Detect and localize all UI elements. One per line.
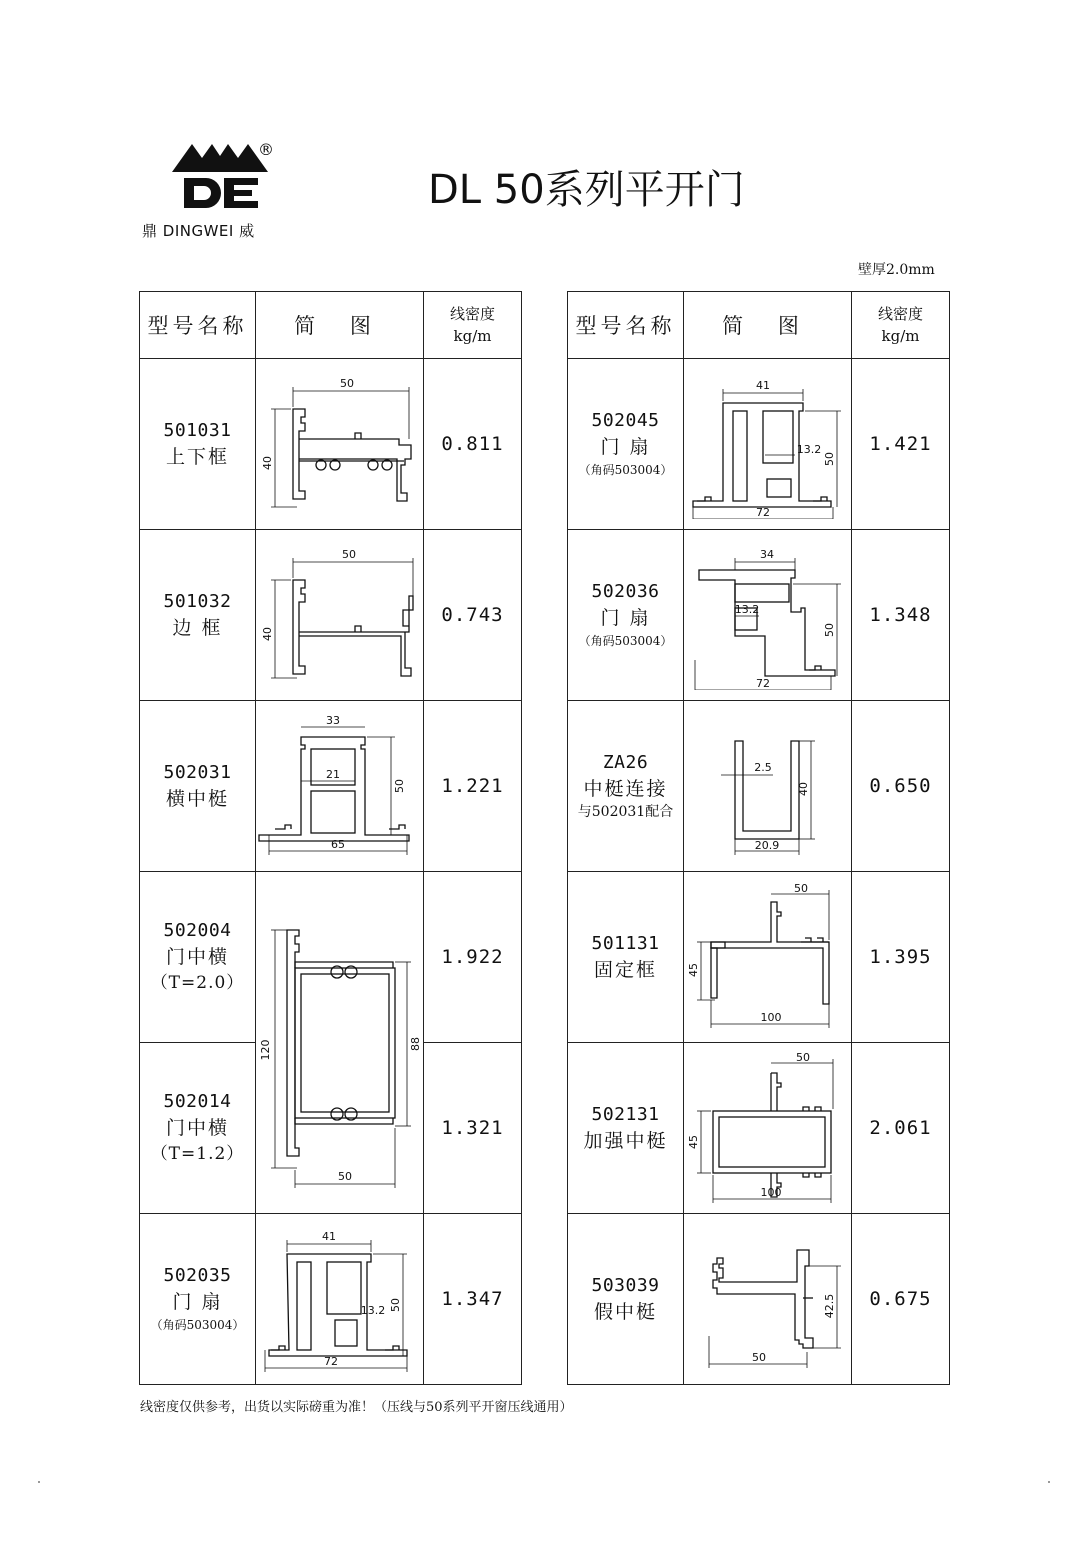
density-cell (852, 1214, 950, 1385)
profile-sketch-502131 (685, 1053, 851, 1203)
svg-text:50: 50 (822, 623, 836, 637)
svg-text:72: 72 (755, 506, 770, 519)
header-sketch: 简 图 (684, 292, 852, 359)
density-value: 2.061 (869, 1117, 932, 1139)
page-title: DL 50系列平开门 (428, 167, 745, 213)
model-code: 501031 (163, 420, 232, 441)
density-cell (424, 359, 522, 530)
density-cell (424, 530, 522, 701)
svg-text:45: 45 (686, 1135, 700, 1149)
svg-text:13.2: 13.2 (734, 603, 759, 616)
sketch-cell (684, 872, 852, 1043)
density-value: 1.421 (869, 433, 932, 455)
sketch-cell (684, 1043, 852, 1214)
svg-text:50: 50 (337, 1169, 352, 1183)
density-value: 1.321 (441, 1117, 504, 1139)
svg-text:2.5: 2.5 (753, 761, 772, 774)
svg-text:50: 50 (822, 452, 836, 466)
table-row (568, 530, 950, 701)
model-note: （角码503004） (578, 463, 673, 477)
model-name: 边 框 (172, 617, 223, 639)
model-name: 加强中梃 (583, 1130, 668, 1152)
svg-text:20.9: 20.9 (754, 839, 779, 852)
model-cell (140, 872, 256, 1043)
density-cell (852, 872, 950, 1043)
svg-text:72: 72 (323, 1355, 338, 1368)
density-value: 1.922 (441, 946, 504, 968)
density-cell (424, 701, 522, 872)
density-cell (852, 359, 950, 530)
model-code: 502035 (163, 1265, 232, 1286)
density-value: 1.395 (869, 946, 932, 968)
sketch-cell (256, 701, 424, 872)
dingwei-logo-icon (170, 136, 270, 214)
profile-sketch-502036 (685, 540, 851, 690)
svg-text:100: 100 (760, 1011, 781, 1024)
model-note: 与502031配合 (577, 804, 674, 820)
model-cell (140, 701, 256, 872)
model-code: 502036 (591, 581, 660, 602)
svg-text:120: 120 (258, 1039, 272, 1060)
header-model: 型号名称 (140, 292, 256, 359)
svg-text:40: 40 (796, 782, 810, 796)
svg-text:72: 72 (755, 677, 770, 690)
page-mark (38, 1481, 40, 1483)
density-cell (424, 1214, 522, 1385)
model-cell (140, 359, 256, 530)
density-value: 1.221 (441, 775, 504, 797)
table-row (140, 530, 522, 701)
table-row (568, 359, 950, 530)
model-cell (140, 1214, 256, 1385)
table-row (140, 359, 522, 530)
model-name: 门中横 (165, 946, 229, 968)
model-code: 503039 (591, 1275, 660, 1296)
table-row (568, 1043, 950, 1214)
header-sketch: 简 图 (256, 292, 424, 359)
page-mark (1048, 1481, 1050, 1483)
density-value: 1.348 (869, 604, 932, 626)
svg-text:40: 40 (260, 627, 274, 641)
profile-sketch-ZA26 (685, 711, 851, 861)
sketch-cell (256, 1214, 424, 1385)
density-cell (424, 1043, 522, 1214)
profile-sketch-502035 (257, 1224, 423, 1374)
model-cell (568, 359, 684, 530)
model-name: 门 扇 (600, 436, 651, 458)
svg-text:65: 65 (330, 838, 345, 851)
svg-text:50: 50 (388, 1298, 402, 1312)
table-row (140, 872, 522, 1043)
wall-thickness: 壁厚2.0mm (858, 262, 935, 278)
model-code: ZA26 (602, 752, 649, 773)
sketch-cell-shared (256, 872, 424, 1214)
table-row (568, 701, 950, 872)
profile-sketch-501032 (257, 540, 423, 690)
header-model: 型号名称 (568, 292, 684, 359)
density-value: 0.743 (441, 604, 504, 626)
svg-text:50: 50 (341, 548, 356, 561)
svg-text:13.2: 13.2 (796, 443, 821, 456)
model-code: 502131 (591, 1104, 660, 1125)
sketch-cell (684, 701, 852, 872)
model-cell (140, 530, 256, 701)
model-name: 上下框 (165, 446, 229, 468)
svg-text:50: 50 (795, 1053, 810, 1064)
density-cell (852, 530, 950, 701)
svg-text:33: 33 (325, 714, 340, 727)
right-spec-table (567, 291, 950, 1385)
sketch-cell (256, 530, 424, 701)
profile-sketch-502045 (685, 369, 851, 519)
model-note: （角码503004） (150, 1318, 245, 1332)
density-value: 0.811 (441, 433, 504, 455)
model-cell (568, 1214, 684, 1385)
header-density: 线密度 kg/m (852, 292, 950, 359)
density-value: 1.347 (441, 1288, 504, 1310)
footer-note: 线密度仅供参考，出货以实际磅重为准！（压线与50系列平开窗压线通用） (140, 1400, 573, 1415)
table-row (140, 701, 522, 872)
svg-text:42.5: 42.5 (822, 1293, 836, 1319)
profile-sketch-502031 (257, 711, 423, 861)
svg-text:41: 41 (755, 379, 770, 392)
svg-text:50: 50 (751, 1351, 766, 1364)
density-value: 0.650 (869, 775, 932, 797)
model-note: （T=1.2） (150, 1144, 245, 1164)
model-cell (568, 872, 684, 1043)
table-row (140, 1214, 522, 1385)
svg-text:50: 50 (392, 779, 406, 793)
table-row (568, 872, 950, 1043)
model-code: 501131 (591, 933, 660, 954)
model-name: 中梃连接 (583, 778, 668, 800)
model-note: （角码503004） (578, 634, 673, 648)
left-spec-table (139, 291, 522, 1385)
svg-text:34: 34 (759, 548, 774, 561)
svg-text:88: 88 (408, 1036, 422, 1051)
table-row (568, 1214, 950, 1385)
company-logo (140, 136, 290, 246)
svg-text:21: 21 (325, 768, 340, 781)
profile-sketch-501131 (685, 882, 851, 1032)
model-name: 假中梃 (593, 1301, 657, 1323)
model-note: （T=2.0） (150, 973, 245, 993)
sketch-cell (256, 359, 424, 530)
svg-text:50: 50 (339, 377, 354, 390)
sketch-cell (684, 1214, 852, 1385)
svg-text:41: 41 (321, 1230, 336, 1243)
sketch-cell (684, 359, 852, 530)
model-code: 501032 (163, 591, 232, 612)
model-cell (140, 1043, 256, 1214)
model-name: 门中横 (165, 1117, 229, 1139)
density-value: 0.675 (869, 1288, 932, 1310)
sketch-cell (684, 530, 852, 701)
svg-text:45: 45 (686, 963, 700, 977)
profile-sketch-503039 (685, 1224, 851, 1374)
model-name: 门 扇 (600, 607, 651, 629)
profile-sketch-502004-502014 (257, 878, 423, 1208)
density-cell (852, 1043, 950, 1214)
density-cell (852, 701, 950, 872)
model-cell (568, 701, 684, 872)
svg-text:40: 40 (260, 456, 274, 470)
brand-name: 鼎 DINGWEI 威 (142, 222, 255, 240)
model-cell (568, 1043, 684, 1214)
model-cell (568, 530, 684, 701)
model-name: 横中梃 (165, 788, 229, 810)
header-density: 线密度 kg/m (424, 292, 522, 359)
registered-mark: ® (258, 140, 274, 159)
svg-text:100: 100 (760, 1186, 781, 1199)
model-code: 502014 (163, 1091, 232, 1112)
model-name: 固定框 (593, 959, 657, 981)
density-cell (424, 872, 522, 1043)
model-code: 502004 (163, 920, 232, 941)
profile-sketch-501031 (257, 369, 423, 519)
model-code: 502045 (591, 410, 660, 431)
model-name: 门 扇 (172, 1291, 223, 1313)
model-code: 502031 (163, 762, 232, 783)
svg-text:13.2: 13.2 (360, 1304, 385, 1317)
svg-text:50: 50 (793, 882, 808, 895)
